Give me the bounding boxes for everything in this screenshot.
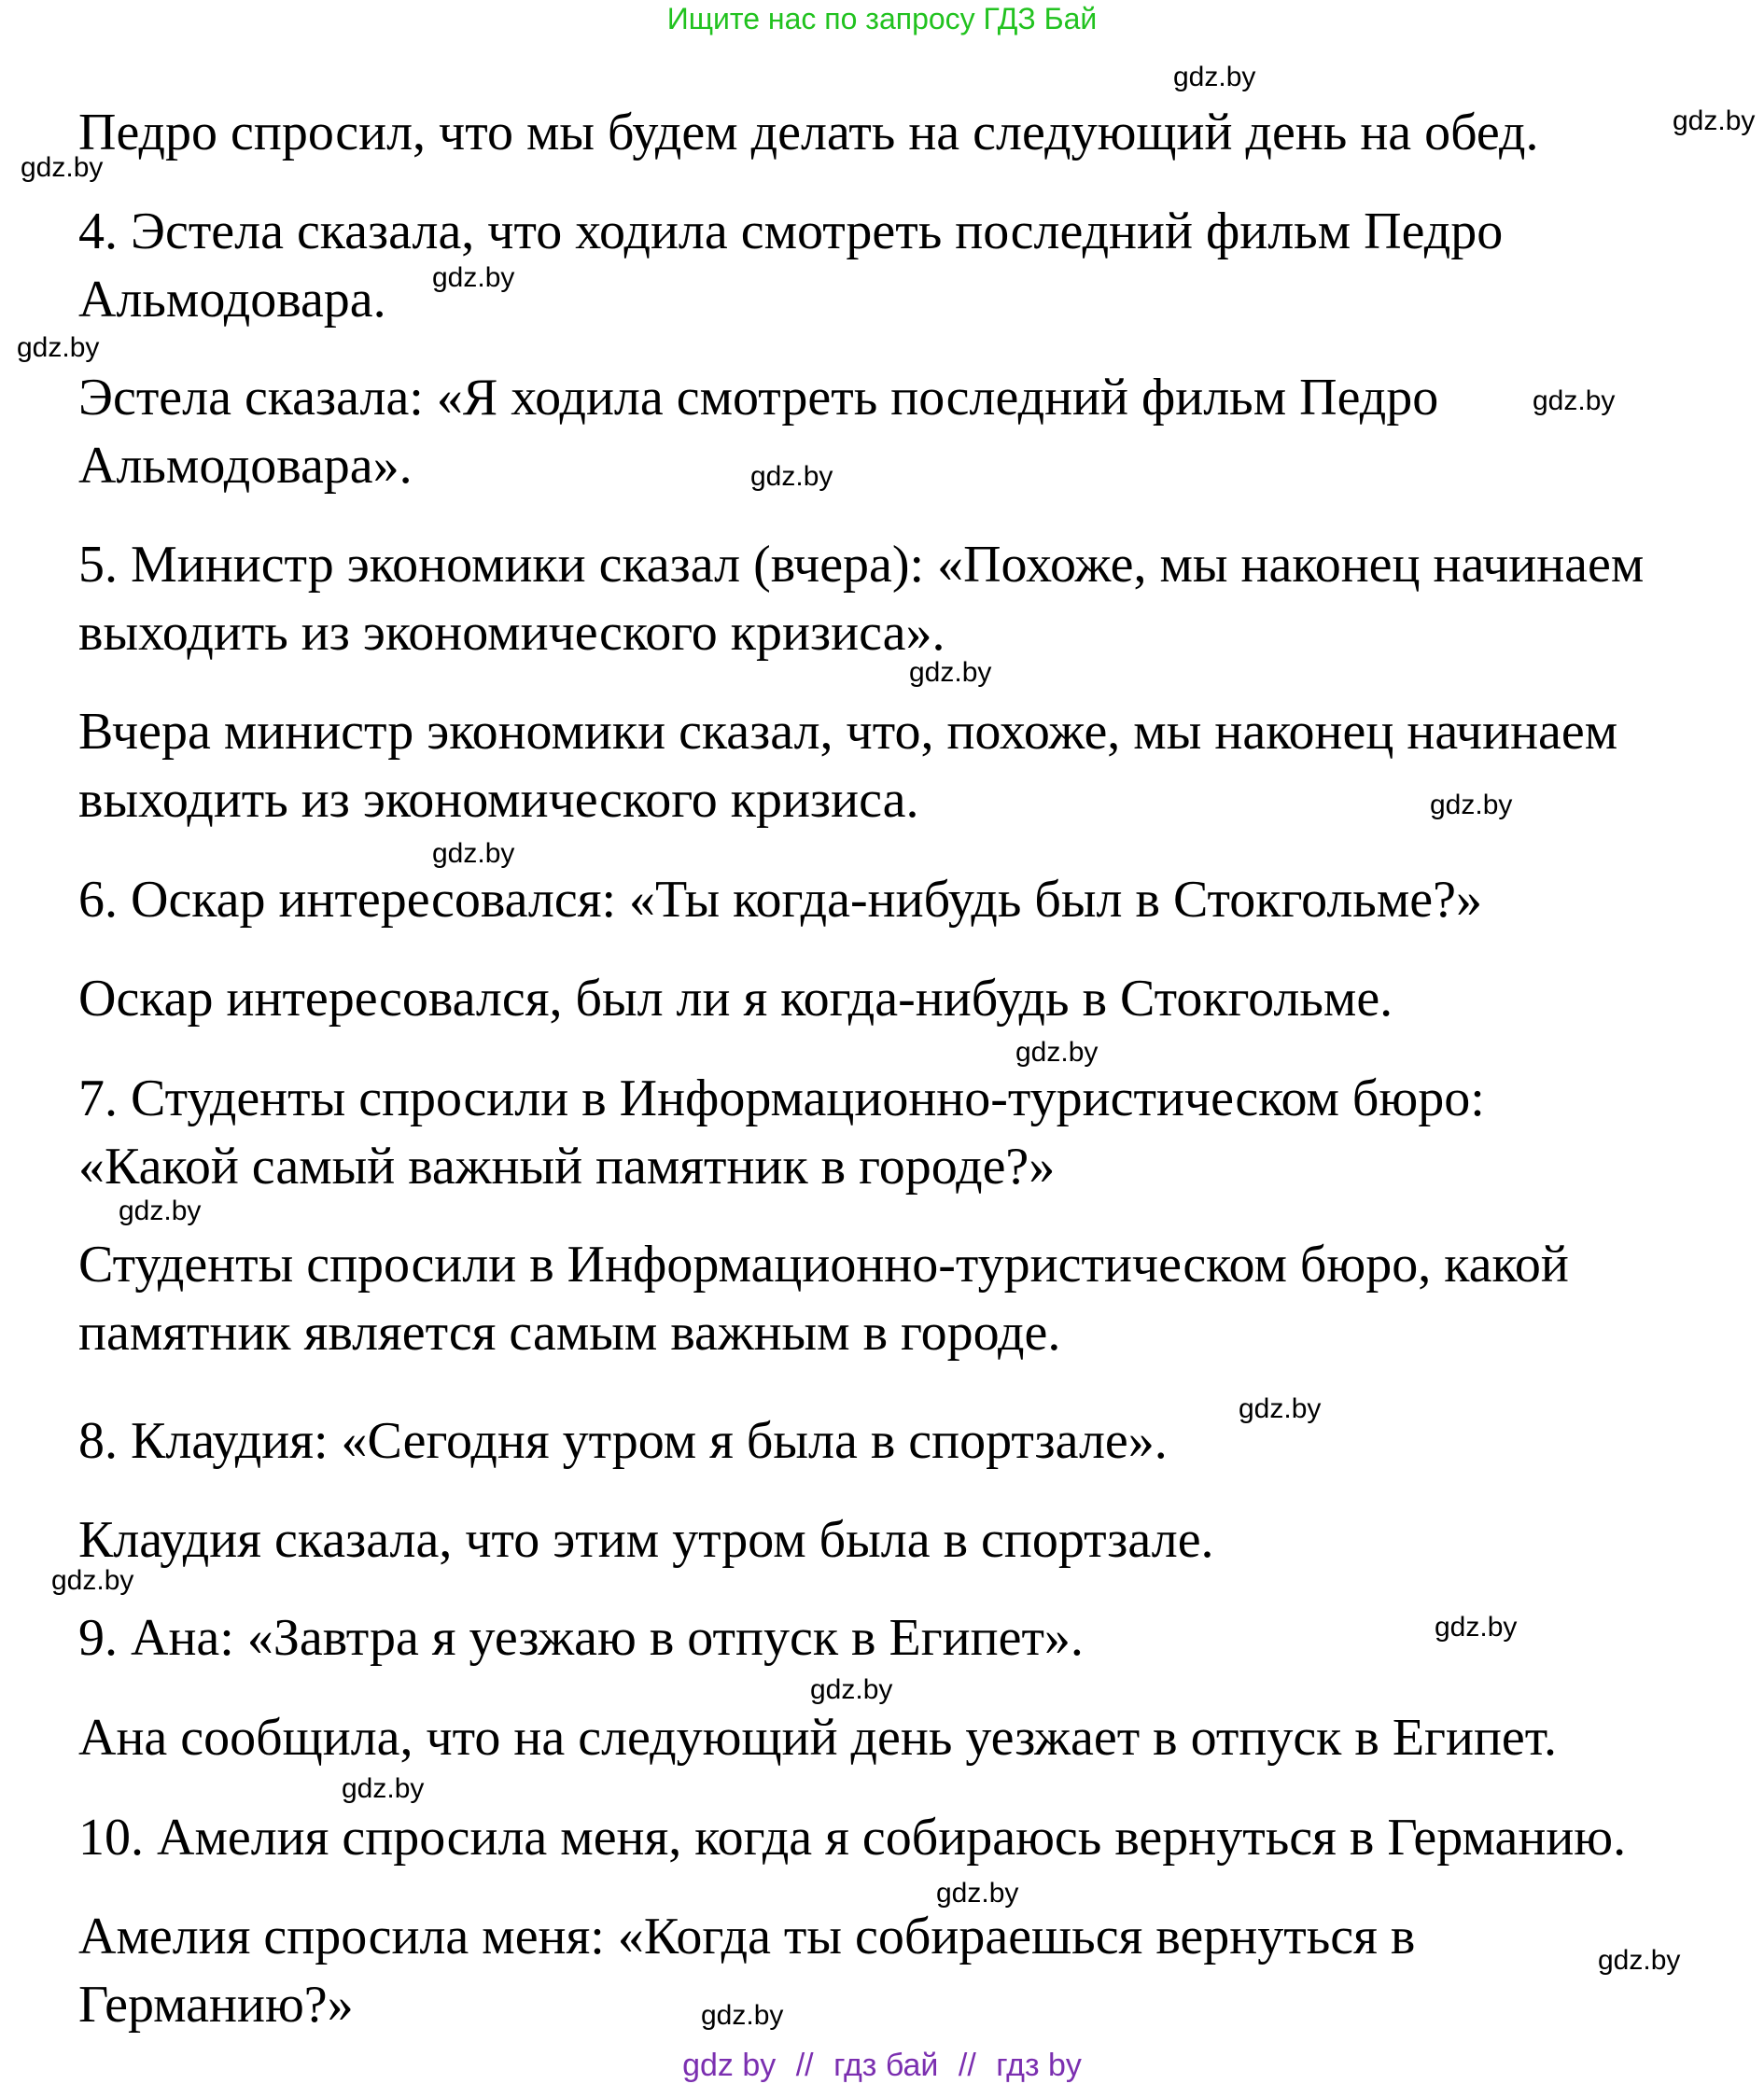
text-line: «Какой самый важный памятник в городе?» xyxy=(78,1138,1056,1196)
text-line: Педро спросил, что мы будем делать на следующий день на обед. xyxy=(78,104,1539,161)
watermark: gdz.by xyxy=(750,461,833,492)
watermark: gdz.by xyxy=(1239,1393,1322,1424)
watermark: gdz.by xyxy=(21,152,104,183)
watermark: gdz.by xyxy=(1673,105,1756,136)
text-line: Студенты спросили в Информационно-туристическом бюро, какой xyxy=(78,1236,1569,1294)
text-line: Германию?» xyxy=(78,1976,354,2034)
page-header xyxy=(0,0,1764,37)
watermark: gdz.by xyxy=(17,332,100,363)
watermark: gdz.by xyxy=(1533,385,1616,416)
watermark: gdz.by xyxy=(432,262,515,293)
watermark: gdz.by xyxy=(51,1565,134,1596)
watermark: gdz.by xyxy=(1430,790,1513,820)
watermark: gdz.by xyxy=(119,1196,202,1226)
watermark: gdz.by xyxy=(1015,1037,1099,1068)
header-search-hint[interactable]: Ищите нас по запросу ГДЗ Бай xyxy=(666,2,1098,35)
watermark: gdz.by xyxy=(1173,62,1256,92)
watermark: gdz.by xyxy=(909,657,992,688)
watermark: gdz.by xyxy=(1435,1612,1518,1643)
footer-separator: // xyxy=(958,2048,976,2083)
watermark: gdz.by xyxy=(432,838,515,869)
text-line: памятник является самым важным в городе. xyxy=(78,1304,1061,1362)
page-footer xyxy=(0,2047,1764,2084)
watermark: gdz.by xyxy=(810,1674,893,1705)
text-line: 7. Студенты спросили в Информационно-туристическом бюро: xyxy=(78,1070,1485,1127)
watermark: gdz.by xyxy=(936,1878,1019,1909)
text-line: выходить из экономического кризиса. xyxy=(78,771,919,829)
text-line: 10. Амелия спросила меня, когда я собираюсь вернуться в Германию. xyxy=(78,1809,1627,1867)
footer-link-gdz-by[interactable]: gdz by xyxy=(682,2048,777,2083)
watermark: gdz.by xyxy=(1598,1945,1681,1976)
text-line: Альмодовара. xyxy=(78,271,386,329)
text-line: 9. Ана: «Завтра я уезжаю в отпуск в Египет». xyxy=(78,1609,1084,1667)
watermark: gdz.by xyxy=(342,1773,425,1804)
text-line: 5. Министр экономики сказал (вчера): «Похоже, мы наконец начинаем xyxy=(78,536,1645,594)
footer-link-gdz-bai[interactable]: гдз бай xyxy=(833,2048,939,2083)
footer-separator: // xyxy=(795,2048,814,2083)
text-line: выходить из экономического кризиса». xyxy=(78,604,945,662)
text-line: 8. Клаудия: «Сегодня утром я была в спортзале». xyxy=(78,1412,1168,1470)
text-line: Эстела сказала: «Я ходила смотреть последний фильм Педро xyxy=(78,369,1439,427)
text-line: Клаудия сказала, что этим утром была в спортзале. xyxy=(78,1511,1214,1569)
text-line: 6. Оскар интересовался: «Ты когда-нибудь был в Стокгольме?» xyxy=(78,871,1482,929)
text-line: Амелия спросила меня: «Когда ты собираешься вернуться в xyxy=(78,1908,1416,1965)
footer-link-gdz-by-cyr[interactable]: гдз by xyxy=(996,2048,1082,2083)
text-line: Альмодовара». xyxy=(78,437,413,495)
text-line: Оскар интересовался, был ли я когда-нибудь в Стокгольме. xyxy=(78,970,1393,1028)
text-line: Ана сообщила, что на следующий день уезжает в отпуск в Египет. xyxy=(78,1709,1558,1767)
text-line: 4. Эстела сказала, что ходила смотреть последний фильм Педро xyxy=(78,203,1504,260)
text-line: Вчера министр экономики сказал, что, похоже, мы наконец начинаем xyxy=(78,703,1618,761)
watermark: gdz.by xyxy=(701,2000,784,2031)
